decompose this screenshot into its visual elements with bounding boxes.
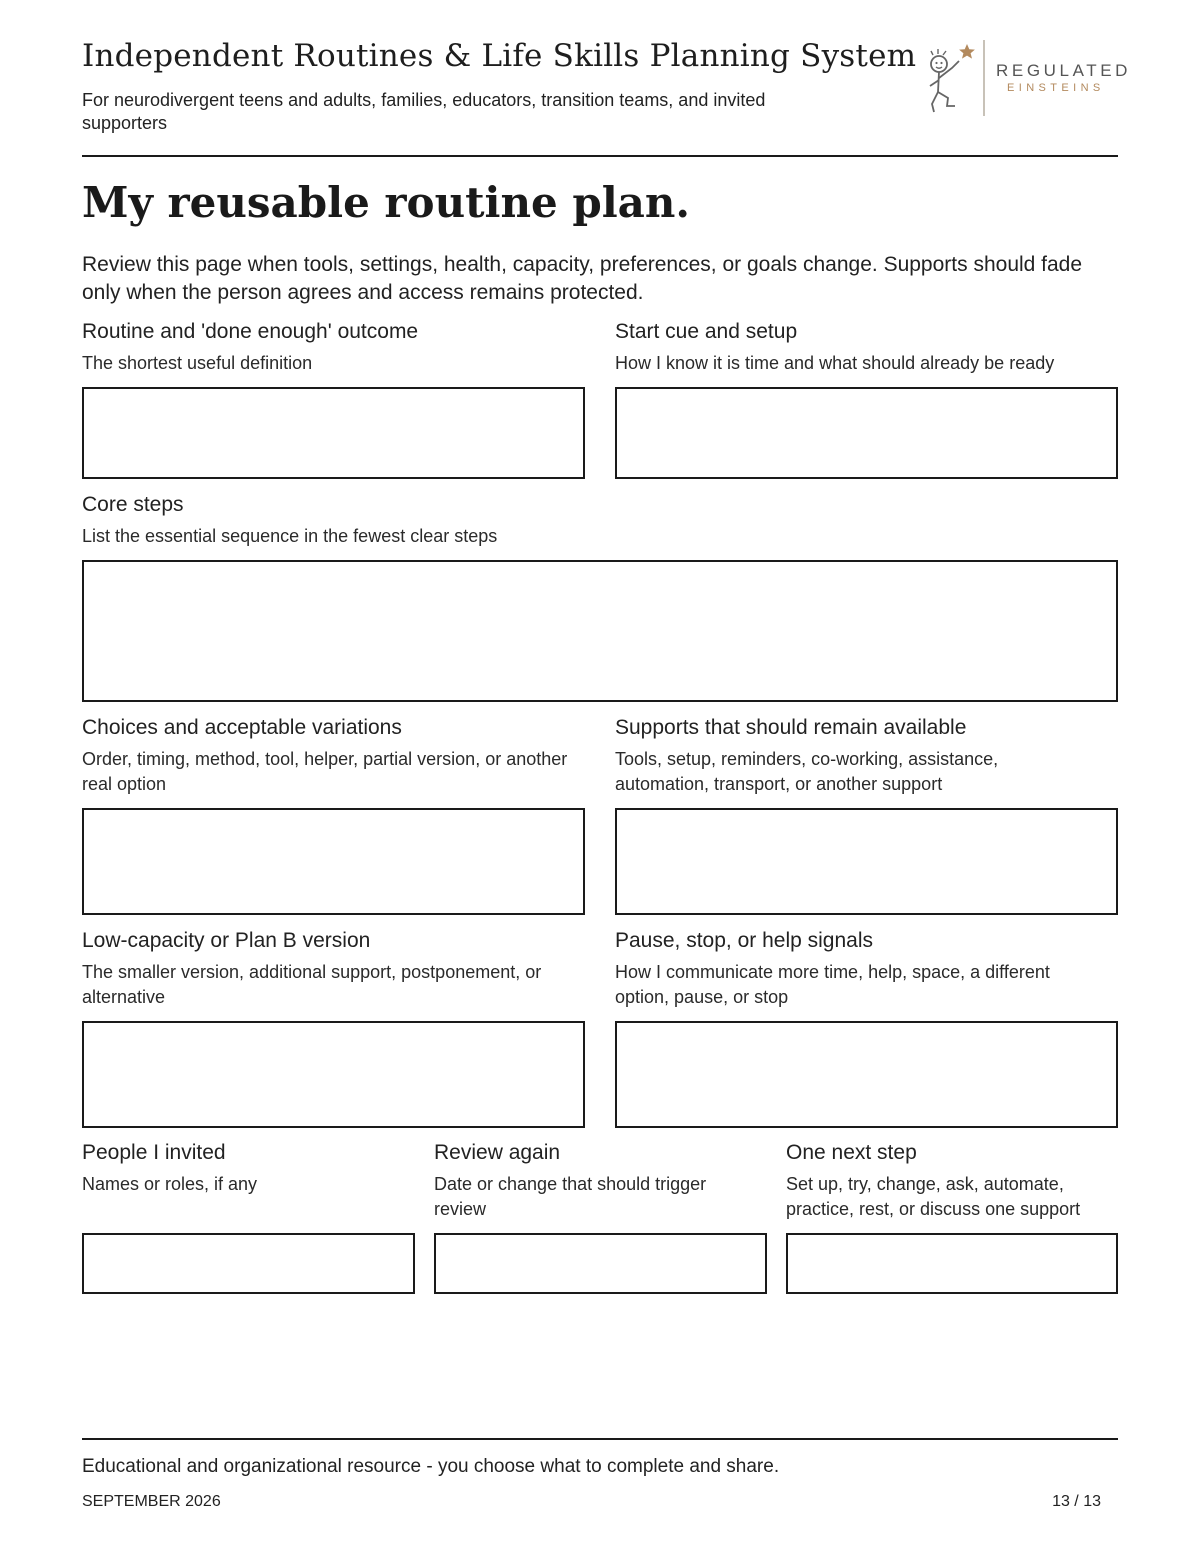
plan-b-help: The smaller version, additional support, postponement, or alternative [82, 962, 542, 1007]
routine-field[interactable] [82, 387, 585, 479]
supports-field[interactable] [615, 808, 1118, 915]
review-field[interactable] [434, 1233, 767, 1294]
page-heading: My reusable routine plan. [82, 178, 691, 227]
logo-wordmark: REGULATED [996, 61, 1132, 80]
header-rule [82, 155, 1118, 157]
intro-text: Review this page when tools, settings, health, capacity, preferences, or goals change. Supports should fade only when the person agrees and access remains protected. [82, 253, 1083, 304]
logo [922, 40, 1132, 118]
next-step-label: One next step [786, 1141, 917, 1164]
review-help: Date or change that should trigger review [434, 1174, 707, 1219]
plan-b-field[interactable] [82, 1021, 585, 1128]
routine-label: Routine and 'done enough' outcome [82, 320, 419, 343]
logo-submark: EINSTEINS [1007, 82, 1105, 94]
document-subtitle: For neurodivergent teens and adults, families, educators, transition teams, and invited supporters [82, 90, 766, 133]
signals-field[interactable] [615, 1021, 1118, 1128]
supports-help: Tools, setup, reminders, co-working, assistance, automation, transport, or another support [615, 749, 999, 794]
core-steps-help: List the essential sequence in the fewest clear steps [82, 526, 498, 546]
choices-label: Choices and acceptable variations [82, 716, 402, 739]
people-help: Names or roles, if any [82, 1174, 258, 1194]
next-step-help: Set up, try, change, ask, automate, practice, rest, or discuss one support [786, 1174, 1081, 1219]
plan-b-label: Low-capacity or Plan B version [82, 929, 371, 952]
routine-help: The shortest useful definition [82, 353, 313, 373]
review-label: Review again [434, 1141, 561, 1164]
footer-date: SEPTEMBER 2026 [82, 1493, 221, 1510]
footer-note: Educational and organizational resource - you choose what to complete and share. [82, 1456, 780, 1477]
start-cue-help: How I know it is time and what should already be ready [615, 353, 1055, 373]
people-label: People I invited [82, 1141, 226, 1164]
core-steps-field[interactable] [82, 560, 1118, 702]
footer-rule [82, 1438, 1118, 1440]
start-cue-field[interactable] [615, 387, 1118, 479]
next-step-field[interactable] [786, 1233, 1118, 1294]
signals-label: Pause, stop, or help signals [615, 929, 873, 952]
people-field[interactable] [82, 1233, 415, 1294]
start-cue-label: Start cue and setup [615, 320, 798, 343]
page-number: 13 / 13 [1052, 1493, 1101, 1510]
choices-help: Order, timing, method, tool, helper, partial version, or another real option [82, 749, 568, 794]
logo-divider [983, 40, 985, 116]
core-steps-label: Core steps [82, 493, 184, 516]
stick-figure-reaching-star-icon [922, 40, 982, 118]
signals-help: How I communicate more time, help, space, a different option, pause, or stop [615, 962, 1050, 1007]
document-title: Independent Routines & Life Skills Planning System [82, 38, 917, 74]
choices-field[interactable] [82, 808, 585, 915]
supports-label: Supports that should remain available [615, 716, 967, 739]
